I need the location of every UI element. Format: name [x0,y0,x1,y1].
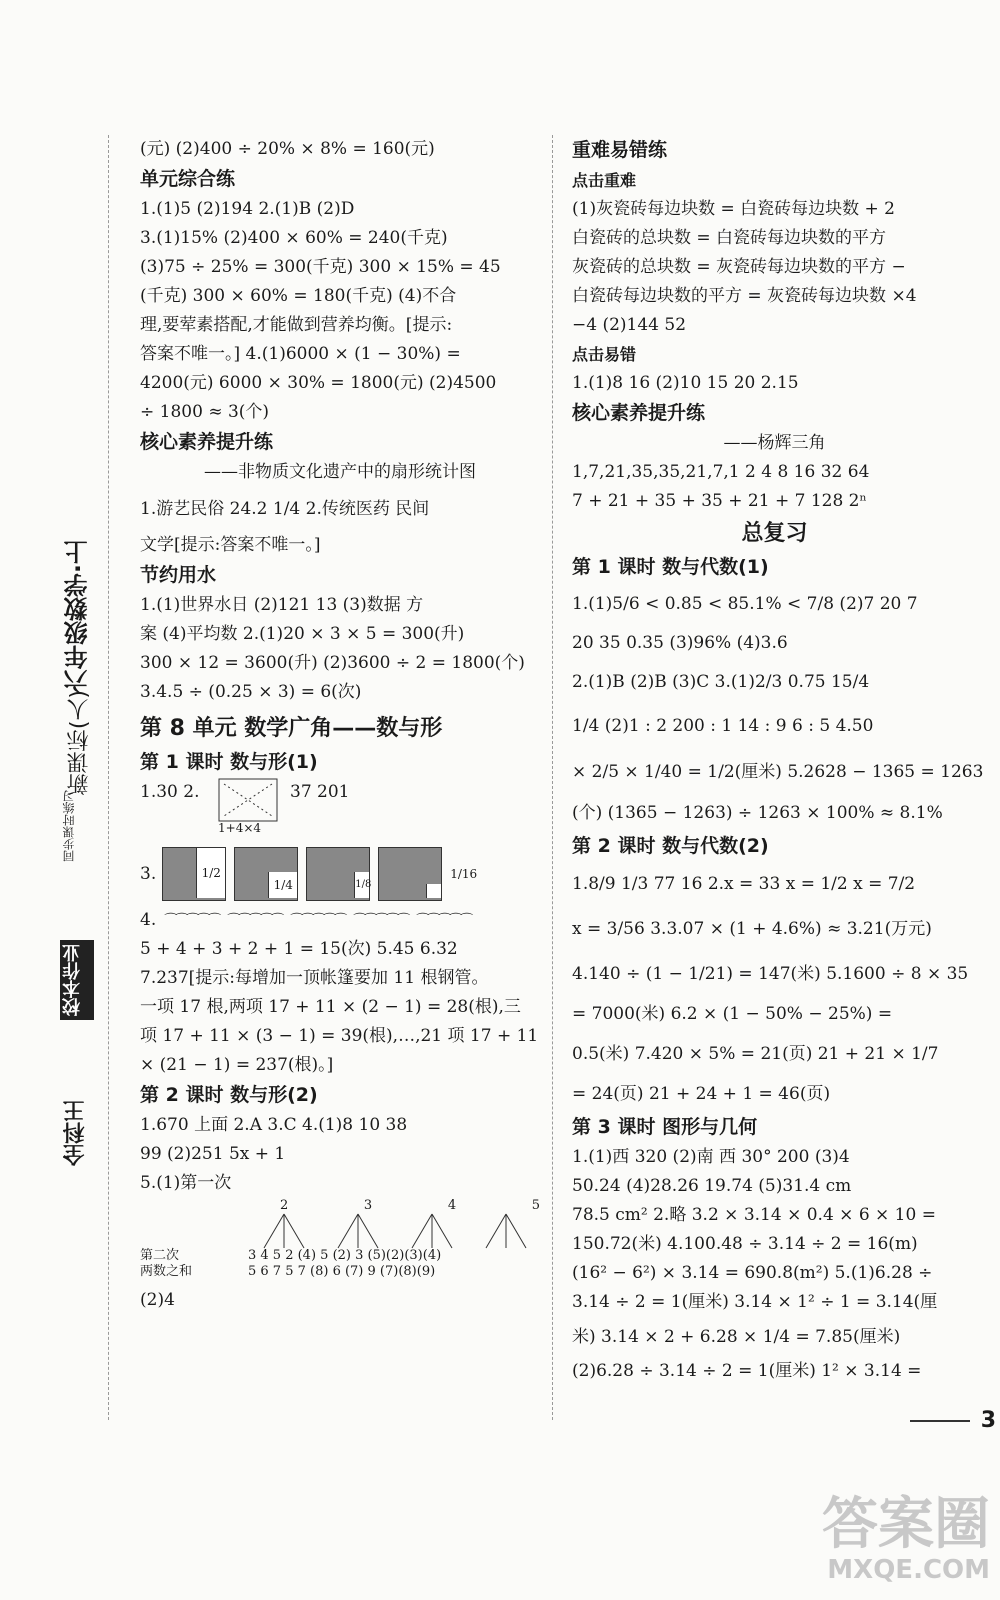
text-line: 项 17 + 11 × (3 − 1) = 39(根),…,21 项 17 + 11 [140,1026,539,1046]
tree-row-values: 3 4 5 2 (4) 5 (2) 3 (5)(2)(3)(4) [248,1248,442,1263]
square-outline [219,779,277,821]
text-line: 5 + 4 + 3 + 2 + 1 = 15(次) 5.45 6.32 [140,939,458,959]
text-line: (16² − 6²) × 3.14 = 690.8(m²) 5.(1)6.28 ÷ [572,1263,933,1283]
diag-line [224,784,272,816]
text-line: 7.237[提示:每增加一顶帐篷要加 11 根钢管。 [140,968,489,988]
text-line: 50.24 (4)28.26 19.74 (5)31.4 cm [572,1176,852,1196]
square-figure-4 [378,847,442,901]
section-heading: 核心素养提升练 [140,431,274,453]
book-edition: 新课标(人) [67,690,92,796]
text-line: x = 3/56 3.3.07 × (1 + 4.6%) ≈ 3.21(万元) [572,919,932,939]
tree-top-value: 5 [531,1198,540,1213]
q2-row [140,778,540,842]
diag-line [224,784,272,816]
section-heading: 重难易错练 [572,139,668,161]
text-line: 灰瓷砖的总块数 = 灰瓷砖每边块数的平方 − [572,257,906,277]
tree-branches [140,1212,540,1252]
binding-line [108,135,109,1420]
fraction-label: 1/16 [450,866,478,881]
text-line: (2)4 [140,1290,175,1310]
fraction-label: 1/4 [268,872,297,898]
column-divider [552,135,553,1420]
section-heading: 核心素养提升练 [572,402,706,424]
lesson-heading: 第 2 课时 数与代数(2) [572,835,769,857]
section-subtitle: ——杨辉三角 [723,433,826,453]
text-line: 1.670 上面 2.A 3.C 4.(1)8 10 38 [140,1115,408,1135]
text-line: × (21 − 1) = 237(根)。] [140,1055,334,1075]
text-line: 答案不唯一。] 4.(1)6000 × (1 − 30%) = [140,344,461,364]
lesson-heading: 第 1 课时 数与形(1) [140,751,318,773]
lesson-heading: 第 1 课时 数与代数(1) [572,556,769,578]
fraction-label: 1/8 [354,872,369,898]
unit-heading: 第 8 单元 数学广角——数与形 [140,716,443,741]
tree-top-value: 3 [363,1198,373,1213]
text-line: 白瓷砖每边块数的平方 = 灰瓷砖每边块数 ×4 [572,286,917,306]
text-line: 1.游艺民俗 24.2 1/4 2.传统医药 民间 [140,499,430,519]
text-line: 1.30 2. [140,782,200,802]
text-line: 1.(1)世界水日 (2)121 13 (3)数据 方 [140,595,424,615]
text-line: ÷ 1800 ≈ 3(个) [140,402,270,422]
text-line: 99 (2)251 5x + 1 [140,1144,286,1164]
arc-dots-figure: ⌒⌒⌒⌒⌒ [353,913,409,928]
tree-row-1 [140,1248,441,1264]
text-line: (1)灰瓷砖每边块数 = 白瓷砖每边块数 + 2 [572,199,895,219]
book-badge: 校本作业 [60,940,94,1020]
text-line: = 7000(米) 6.2 × (1 − 50% − 25%) = [572,1004,893,1024]
q3-row [140,842,540,906]
sub-heading: 点击易错 [572,345,637,364]
branch-lines [264,1214,526,1248]
square-figure-1 [162,847,226,901]
section-heading: 单元综合练 [140,168,236,190]
section-heading: 节约用水 [140,564,217,586]
text-line: 1.8/9 1/3 77 16 2.x = 33 x = 1/2 x = 7/2 [572,874,916,894]
text-line: 78.5 cm² 2.略 3.2 × 3.14 × 0.4 × 6 × 10 = [572,1205,936,1225]
review-heading: 总复习 [741,521,808,546]
text-line: (千克) 300 × 60% = 180(千克) (4)不合 [140,286,457,306]
tree-row-values: 5 6 7 5 7 (8) 6 (7) 9 (7)(8)(9) [248,1264,436,1279]
text-line: 一项 17 根,两项 17 + 11 × (2 − 1) = 28(根),三 [140,997,521,1017]
figure-caption: 1+4×4 [218,821,262,835]
text-line: 1.(1)西 320 (2)南 西 30° 200 (3)4 [572,1147,850,1167]
page-number-rule [910,1420,970,1422]
text-line: 4.140 ÷ (1 − 1/21) = 147(米) 5.1600 ÷ 8 × 35 [572,964,969,984]
text-line: 白瓷砖的总块数 = 白瓷砖每边块数的平方 [572,228,887,248]
left-column [140,135,540,1315]
text-line: (3)75 ÷ 25% = 300(千克) 300 × 15% = 45 [140,257,501,277]
text-line: −4 (2)144 52 [572,315,687,335]
arc-dots-figure: ⌒⌒⌒⌒⌒ [227,913,283,928]
tree-diagram [140,1198,540,1279]
tree-top-value: 2 [280,1198,289,1213]
text-line: 3.4.5 ÷ (0.25 × 3) = 6(次) [140,682,362,702]
tree-row-label: 两数之和 [140,1264,193,1279]
lesson-heading: 第 2 课时 数与形(2) [140,1084,318,1106]
text-line: 5.(1)第一次 [140,1173,232,1193]
text-line: 300 × 12 = 3600(升) (2)3600 ÷ 2 = 1800(个) [140,653,525,673]
square-figure-3 [306,847,370,901]
text-line: 米) 3.14 × 2 + 6.28 × 1/4 = 7.85(厘米) [572,1327,901,1347]
text-line: 150.72(米) 4.100.48 ÷ 3.14 ÷ 2 = 16(m) [572,1234,918,1254]
text-line: = 24(页) 21 + 24 + 1 = 46(页) [572,1084,831,1104]
book-subtitle: 同步课时练习 [62,790,76,862]
dot-square-svg [218,778,278,822]
text-line: 20 35 0.35 (3)96% (4)3.6 [572,633,788,653]
text-line: 2.(1)B (2)B (3)C 3.(1)2/3 0.75 15/4 [572,672,870,692]
text-line: 1.(1)8 16 (2)10 15 20 2.15 [572,373,799,393]
right-column [572,135,984,1386]
text-line: × 2/5 × 1/40 = 1/2(厘米) 5.2628 − 1365 = 1263 [572,762,984,782]
text-line: 4200(元) 6000 × 30% = 1800(元) (2)4500 [140,373,497,393]
text-line: 案 (4)平均数 2.(1)20 × 3 × 5 = 300(升) [140,624,465,644]
text-line: 1/4 (2)1 : 2 200 : 1 14 : 9 6 : 5 4.50 [572,716,874,736]
sub-heading: 点击重难 [572,171,637,190]
text-line: 1.(1)5 (2)194 2.(1)B (2)D [140,199,355,219]
q4-row [140,906,540,935]
arc-dots-figure: ⌒⌒⌒⌒⌒ [416,913,472,928]
text-line: 理,要荤素搭配,才能做到营养均衡。[提示: [140,315,453,335]
text-line: 1.(1)5/6 < 0.85 < 85.1% < 7/8 (2)7 20 7 [572,594,918,614]
fraction-label: 1/2 [196,848,225,898]
spine [60,540,94,1420]
text-line: 3.14 ÷ 2 = 1(厘米) 3.14 × 1² ÷ 1 = 3.14(厘 [572,1292,938,1312]
watermark [740,1492,990,1590]
text-line: 0.5(米) 7.420 × 5% = 21(页) 21 + 21 × 1/7 [572,1044,939,1064]
lesson-heading: 第 3 课时 图形与几何 [572,1116,758,1138]
text-line: 3.(1)15% (2)400 × 60% = 240(千克) [140,228,448,248]
tree-row-2 [140,1264,435,1280]
square-figure-2 [234,847,298,901]
arc-dots-figure: ⌒⌒⌒⌒⌒ [290,913,346,928]
arc-dots-figure: ⌒⌒⌒⌒⌒ [164,913,220,928]
text-line: 3. [140,863,157,884]
small-white-cell [426,884,441,898]
text-line: (2)6.28 ÷ 3.14 ÷ 2 = 1(厘米) 1² × 3.14 = [572,1361,922,1381]
text-line: (个) (1365 − 1263) ÷ 1263 × 100% ≈ 8.1% [572,803,943,823]
text-line: 4. [140,910,157,930]
page-number: 3 [980,1408,996,1433]
text-line: 7 + 21 + 35 + 35 + 21 + 7 128 2ⁿ [572,491,867,511]
watermark-text: 答案圈 [822,1492,990,1557]
tree-row-label: 第二次 [140,1248,180,1263]
text-line: 37 201 [290,782,350,802]
text-line: 1,7,21,35,35,21,7,1 2 4 8 16 32 64 [572,462,870,482]
book-grade: 六年级数学·上 [64,540,92,694]
tree-top-value: 4 [447,1198,457,1213]
book-series: 全科王 [63,1100,88,1166]
section-subtitle: ——非物质文化遗产中的扇形统计图 [204,462,476,482]
text-line: (元) (2)400 ÷ 20% × 8% = 160(元) [140,139,435,159]
watermark-url: MXQE.COM [827,1555,990,1585]
text-line: 文学[提示:答案不唯一。] [140,535,321,555]
